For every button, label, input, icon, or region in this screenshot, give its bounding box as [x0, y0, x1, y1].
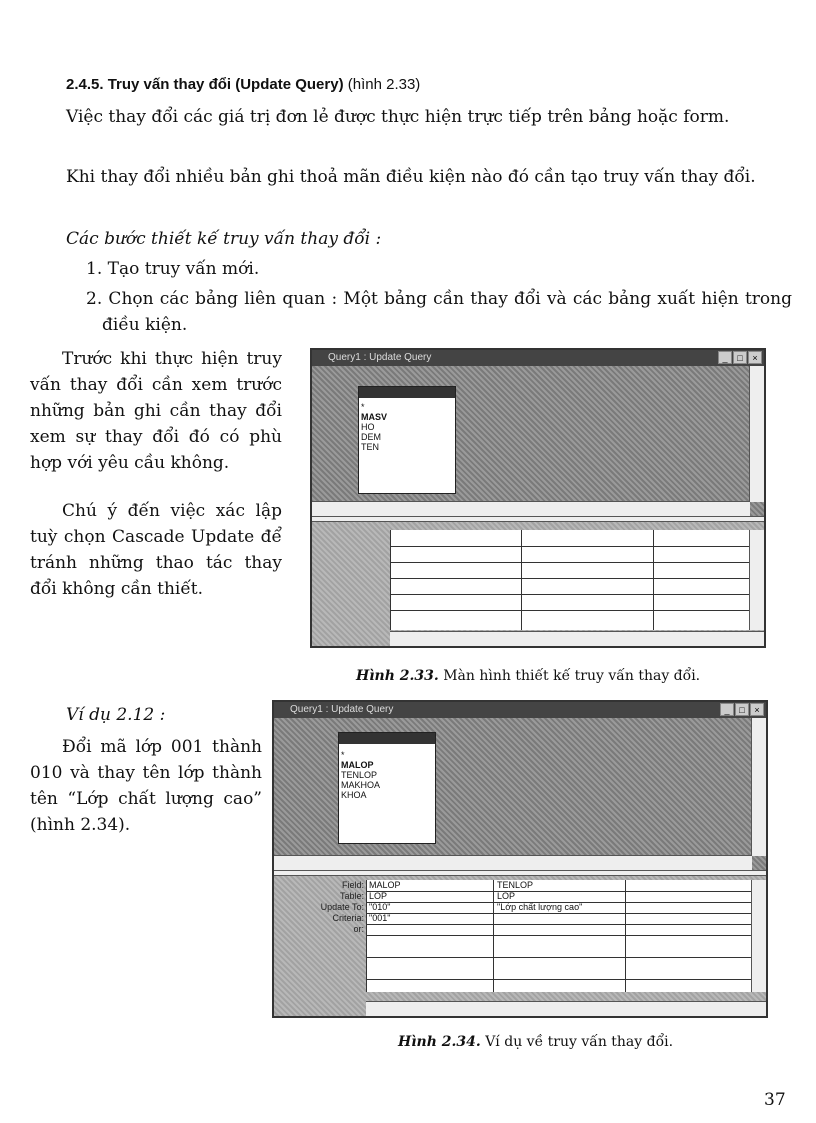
- section-heading: [66, 76, 420, 93]
- grid-row: [391, 530, 750, 547]
- field-list-box: [358, 386, 456, 494]
- field-item[interactable]: TEN: [361, 442, 379, 452]
- page-number: 37: [764, 1090, 786, 1110]
- step-2: 2. Chọn các bảng liên quan : Một bảng cần thay đổi và các bảng xuất hiện trong điều kiện.: [86, 289, 792, 335]
- design-grid-pane: [274, 876, 766, 1016]
- field-item[interactable]: *: [361, 402, 365, 412]
- field-item[interactable]: KHOA: [341, 790, 367, 800]
- window-title: Query1 : Update Query: [328, 352, 432, 363]
- design-grid-pane: [312, 522, 764, 646]
- table-pane: [274, 718, 766, 870]
- design-grid: [366, 880, 752, 992]
- table-pane: [312, 366, 764, 516]
- close-icon[interactable]: ×: [748, 351, 762, 364]
- field-list-title: [339, 733, 435, 744]
- grid-horizontal-scrollbar[interactable]: [390, 631, 764, 646]
- minimize-icon[interactable]: _: [720, 703, 734, 716]
- row-label-criteria: Criteria:: [332, 913, 364, 923]
- maximize-icon[interactable]: □: [733, 351, 747, 364]
- figure-2-33-window: [310, 348, 766, 648]
- design-grid: [390, 530, 750, 630]
- grid-cell[interactable]: LOP: [497, 891, 516, 901]
- grid-vertical-scrollbar[interactable]: [749, 530, 764, 630]
- grid-cell[interactable]: MALOP: [369, 880, 401, 890]
- grid-row: [391, 594, 750, 611]
- grid-cell[interactable]: LOP: [369, 891, 388, 901]
- caption-label: Hình 2.34.: [398, 1034, 481, 1050]
- field-item[interactable]: HO: [361, 422, 375, 432]
- grid-column-line: [521, 530, 522, 630]
- horizontal-scrollbar[interactable]: [312, 501, 750, 516]
- side-text-1: Trước khi thực hiện truy vấn thay đổi cần xem trước những bản ghi cần thay đổi xem sự thay đổi đó có phù hợp với yêu cầu không.: [30, 349, 282, 473]
- paragraph-2: Khi thay đổi nhiều bản ghi thoả mãn điều kiện nào đó cần tạo truy vấn thay đổi.: [66, 167, 756, 187]
- row-label-or: or:: [353, 924, 364, 934]
- figure-2-34-window: [272, 700, 768, 1018]
- grid-vertical-scrollbar[interactable]: [751, 880, 766, 992]
- grid-row: [367, 957, 752, 980]
- field-item[interactable]: MAKHOA: [341, 780, 381, 790]
- figure-2-34-caption: [398, 1034, 673, 1050]
- field-list-title: [359, 387, 455, 398]
- window-title: Query1 : Update Query: [290, 704, 394, 715]
- field-item[interactable]: MALOP: [341, 760, 374, 770]
- grid-cell[interactable]: "Lớp chất lượng cao": [497, 902, 583, 912]
- field-item[interactable]: *: [341, 750, 345, 760]
- horizontal-scrollbar[interactable]: [274, 855, 752, 870]
- maximize-icon[interactable]: □: [735, 703, 749, 716]
- grid-cell[interactable]: "001": [369, 913, 391, 923]
- window-titlebar: [274, 702, 766, 718]
- row-label-update-to: Update To:: [320, 902, 364, 912]
- example-text: Đổi mã lớp 001 thành 010 và thay tên lớp thành tên “Lớp chất lượng cao” (hình 2.34).: [30, 737, 262, 835]
- figure-2-33-caption: [356, 668, 700, 684]
- row-label-field: Field:: [341, 880, 364, 890]
- section-heading-rest: (hình 2.33): [343, 76, 421, 93]
- vertical-scrollbar[interactable]: [751, 718, 766, 856]
- section-heading-bold: 2.4.5. Truy vấn thay đổi (Update Query): [66, 76, 344, 93]
- grid-column-line: [493, 880, 494, 992]
- paragraph-1: Việc thay đổi các giá trị đơn lẻ được thực hiện trực tiếp trên bảng hoặc form.: [66, 107, 730, 127]
- grid-column-line: [653, 530, 654, 630]
- grid-row: [367, 935, 752, 958]
- steps-title: Các bước thiết kế truy vấn thay đổi :: [66, 229, 382, 249]
- grid-column-line: [625, 880, 626, 992]
- caption-text: Ví dụ về truy vấn thay đổi.: [480, 1034, 674, 1050]
- grid-row: [391, 546, 750, 563]
- step-1: 1. Tạo truy vấn mới.: [86, 259, 260, 279]
- caption-label: Hình 2.33.: [356, 668, 439, 684]
- caption-text: Màn hình thiết kế truy vấn thay đổi.: [438, 668, 701, 684]
- field-list-box: [338, 732, 436, 844]
- window-titlebar: [312, 350, 764, 366]
- grid-cell[interactable]: "010": [369, 902, 391, 912]
- grid-row: [391, 578, 750, 595]
- close-icon[interactable]: ×: [750, 703, 764, 716]
- vertical-scrollbar[interactable]: [749, 366, 764, 502]
- side-text-2: Chú ý đến việc xác lập tuỳ chọn Cascade Update để tránh những thao tác thay đổi không cần thiết.: [30, 501, 282, 599]
- minimize-icon[interactable]: _: [718, 351, 732, 364]
- grid-row: [391, 562, 750, 579]
- field-item[interactable]: DEM: [361, 432, 381, 442]
- row-label-table: Table:: [339, 891, 364, 901]
- example-label: Ví dụ 2.12 :: [66, 705, 166, 725]
- grid-cell[interactable]: TENLOP: [497, 880, 534, 890]
- field-item[interactable]: TENLOP: [341, 770, 378, 780]
- field-item[interactable]: MASV: [361, 412, 388, 422]
- grid-horizontal-scrollbar[interactable]: [366, 1001, 766, 1016]
